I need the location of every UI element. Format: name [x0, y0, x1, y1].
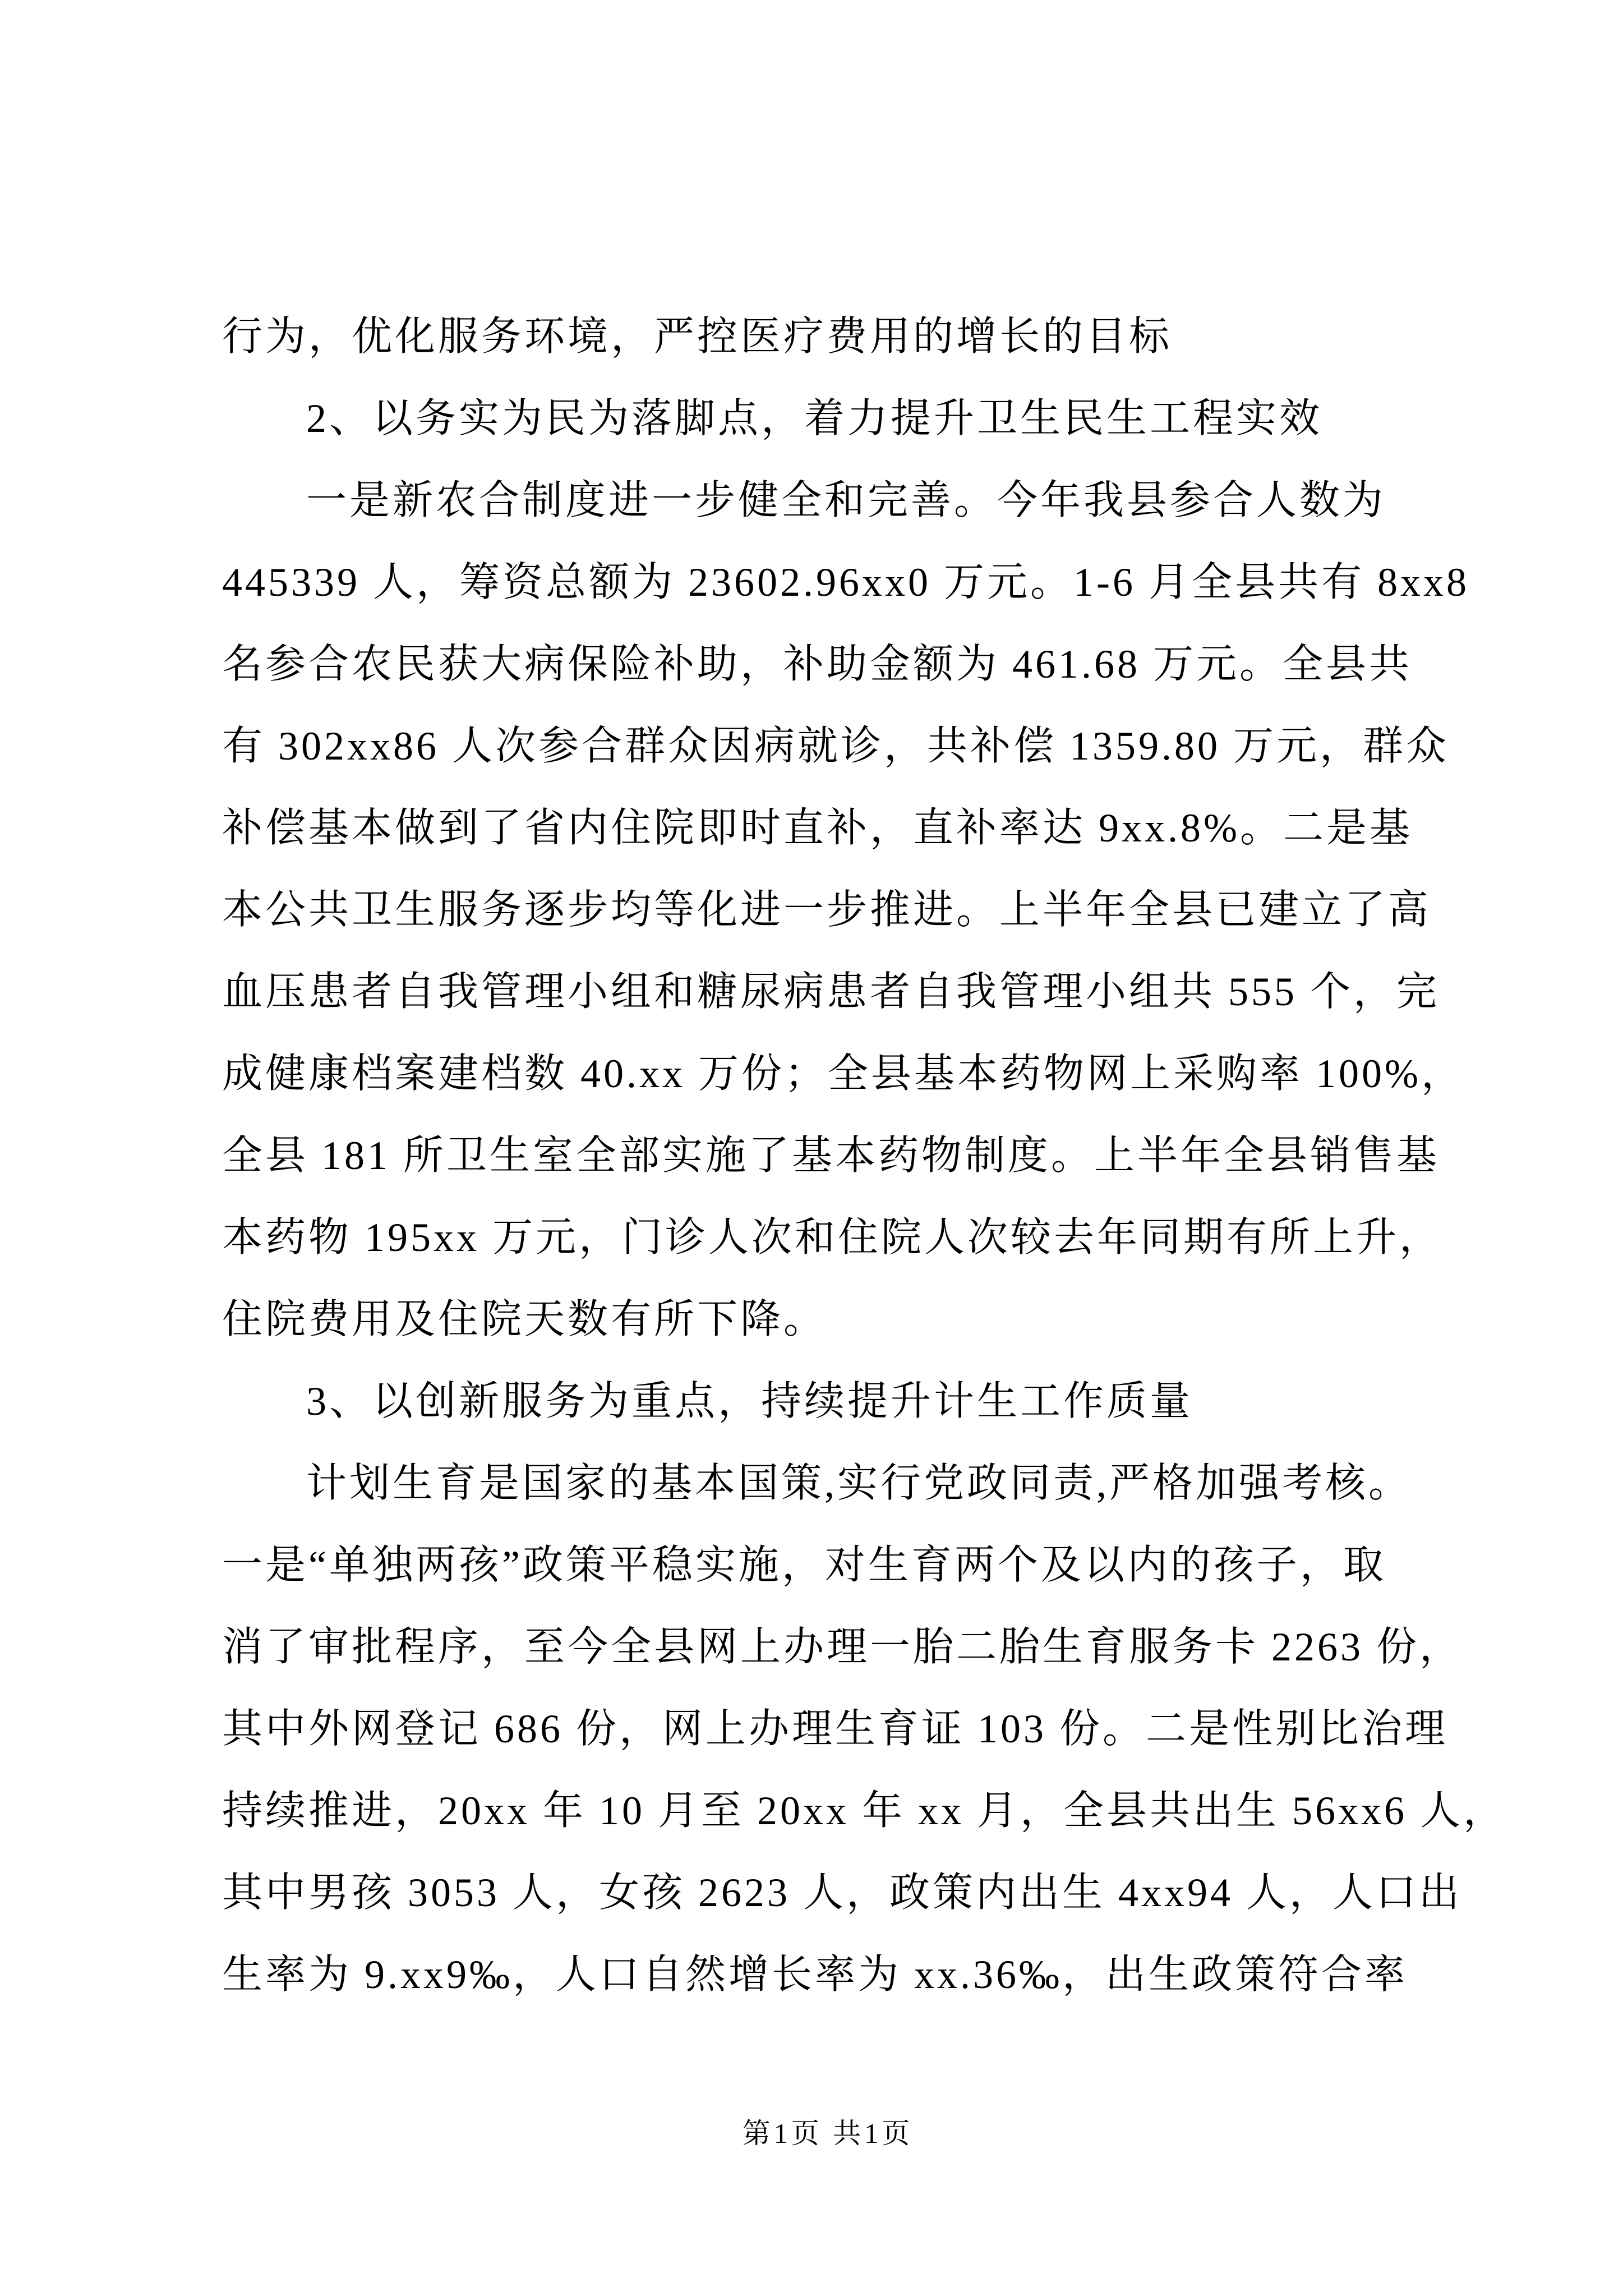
body-text-block — [222, 296, 1507, 2016]
text-line: 成健康档案建档数 40.xx 万份；全县基本药物网上采购率 100%， — [222, 1051, 1464, 1096]
text-line: 血压患者自我管理小组和糖尿病患者自我管理小组共 555 个，完 — [222, 969, 1440, 1014]
text-line: 全县 181 所卫生室全部实施了基本药物制度。上半年全县销售基 — [222, 1133, 1440, 1178]
text-line: 消了审批程序，至今全县网上办理一胎二胎生育服务卡 2263 份， — [222, 1625, 1463, 1669]
text-line: 其中男孩 3053 人，女孩 2623 人，政策内出生 4xx94 人，人口出 — [222, 1870, 1463, 1915]
text-line: 本公共卫生服务逐步均等化进一步推进。上半年全县已建立了高 — [222, 887, 1432, 932]
text-line: 一是新农合制度进一步健全和完善。今年我县参合人数为 — [306, 478, 1386, 523]
text-line: 行为，优化服务环境，严控医疗费用的增长的目标 — [222, 314, 1173, 359]
text-line: 本药物 195xx 万元，门诊人次和住院人次较去年同期有所上升， — [222, 1215, 1443, 1260]
text-line: 有 302xx86 人次参合群众因病就诊，共补偿 1359.80 万元，群众 — [222, 724, 1450, 769]
text-line: 其中外网登记 686 份，网上办理生育证 103 份。二是性别比治理 — [222, 1706, 1449, 1751]
text-line: 持续推进，20xx 年 10 月至 20xx 年 xx 月，全县共出生 56xx6 人， — [222, 1788, 1507, 1833]
text-line: 名参合农民获大病保险补助，补助金额为 461.68 万元。全县共 — [222, 642, 1413, 687]
text-line: 计划生育是国家的基本国策,实行党政同责,严格加强考核。 — [306, 1461, 1412, 1506]
text-line: 住院费用及住院天数有所下降。 — [222, 1297, 827, 1342]
text-line: 2、以务实为民为落脚点，着力提升卫生民生工程实效 — [306, 396, 1323, 441]
text-line: 补偿基本做到了省内住院即时直补，直补率达 9xx.8%。二是基 — [222, 806, 1413, 850]
text-line: 445339 人，筹资总额为 23602.96xx0 万元。1-6 月全县共有 8xx8 — [222, 560, 1469, 605]
text-line: 一是“单独两孩”政策平稳实施，对生育两个及以内的孩子，取 — [222, 1543, 1386, 1588]
text-line: 3、以创新服务为重点，持续提升计生工作质量 — [306, 1379, 1193, 1424]
text-line: 生率为 9.xx9‰，人口自然增长率为 xx.36‰，出生政策符合率 — [222, 1952, 1408, 1997]
page-number-footer: 第1页 共1页 — [742, 2118, 914, 2149]
